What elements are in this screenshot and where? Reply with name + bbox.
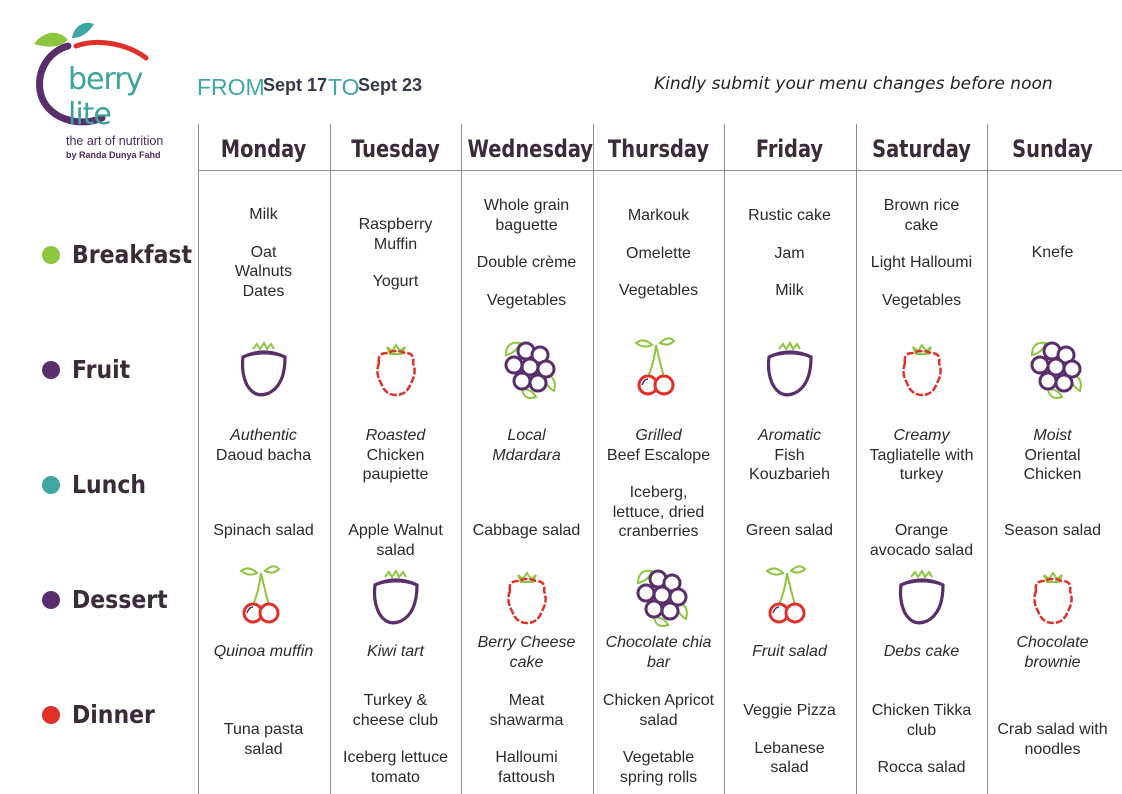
day-header-thursday: Thursday [607,135,710,163]
header-divider [198,170,1122,171]
menu-item: Knefe [1031,244,1074,261]
cherry-icon [229,561,299,631]
dessert-cell-tuesday [330,642,461,662]
menu-item: Crab salad with noodles [997,721,1108,758]
dinner-cell-sunday [987,720,1118,759]
breakfast-cell-sunday [987,243,1118,263]
menu-item: Iceberg lettuce tomato [343,749,448,786]
lunch-cell-monday [198,426,329,465]
lunch-dish-adjective: Roasted [365,427,426,444]
menu-item: Whole grain baguette [483,197,570,234]
dinner-cell-tuesday [330,691,461,787]
cherry-icon [755,561,825,631]
lunch-dish-name: Daoud bacha [215,446,312,464]
lunch-side-thursday [593,483,724,542]
breakfast-dot [42,246,60,264]
fig-icon [755,333,825,403]
lunch-dish-adjective: Local Mdardara [492,427,561,464]
menu-item: Meat shawarma [489,692,564,729]
menu-item: Halloumi fattoush [495,749,558,786]
lunch-dish-adjective: Grilled [635,427,682,444]
lunch-cell-tuesday [330,426,461,485]
day-header-friday: Friday [755,135,824,163]
fruit-dot [42,361,60,379]
lunch-cell-saturday [856,426,987,485]
menu-item: Berry Cheese cake [477,634,576,671]
dinner-cell-monday [198,720,329,759]
raspberry-icon [492,561,562,631]
meal-label-dinner: Dinner [42,700,166,729]
dessert-cell-wednesday [461,633,592,672]
lunch-dish-name: Oriental Chicken [1023,446,1082,483]
menu-item: Light Halloumi [870,254,973,271]
dinner-cell-friday [724,701,855,778]
menu-item: Spinach salad [213,522,314,539]
menu-item: Omelette [626,244,691,262]
lunch-cell-sunday [987,426,1118,485]
meal-label-lunch: Lunch [42,470,156,499]
fig-icon [361,561,431,631]
menu-item: Tuna pasta salad [223,721,304,758]
lunch-main-dish [330,426,461,485]
lunch-main-dish [856,426,987,485]
menu-item: Chicken Apricot salad [602,692,715,729]
to-date: Sept 23 [358,75,423,95]
menu-item: Veggie Pizza [743,702,836,719]
breakfast-cell-friday [724,206,855,301]
breakfast-cell-thursday [593,206,724,301]
blueberry-icon [1018,333,1088,403]
lunch-main-dish [987,426,1118,485]
menu-item: Fruit salad [752,643,827,660]
lunch-side-friday [724,521,855,541]
lunch-cell-friday [724,426,855,485]
dessert-cell-thursday [593,633,724,672]
breakfast-cell-saturday [856,196,987,310]
menu-item: Lebanese salad [754,739,825,776]
menu-item: Markouk [627,207,690,224]
menu-item: Rustic cake [748,207,831,224]
brand-name: berry lite [68,62,143,132]
brand-logo [28,18,178,168]
lunch-main-dish [724,426,855,485]
menu-item: Raspberry Muffin [358,216,433,253]
lunch-main-dish [593,426,724,465]
lunch-cell-wednesday [461,426,592,465]
lunch-dish-name: Tagliatelle with turkey [869,446,974,483]
fig-icon [887,561,957,631]
to-label: TO [328,74,360,100]
breakfast-cell-tuesday [330,215,461,292]
cherry-icon [624,333,694,403]
lunch-side-wednesday [461,521,592,541]
menu-item: Orange avocado salad [869,522,974,559]
menu-item: Turkey & cheese club [352,692,439,729]
menu-item: Chocolate brownie [1016,634,1089,671]
menu-item: Milk [775,282,804,299]
dessert-cell-saturday [856,642,987,662]
dinner-cell-wednesday [461,691,592,787]
menu-item: Apple Walnut salad [348,522,443,559]
menu-item: Green salad [745,522,834,539]
menu-item: Chocolate chia bar [605,634,712,671]
lunch-side-sunday [987,521,1118,541]
dinner-dot [42,706,60,724]
menu-item: Vegetables [881,291,962,309]
menu-item: Quinoa muffin [213,643,314,660]
meal-label-breakfast: Breakfast [42,240,208,269]
blueberry-icon [492,333,562,403]
menu-item: Debs cake [883,643,960,660]
day-header-saturday: Saturday [872,135,971,163]
from-label: FROM [197,74,265,100]
menu-item: Cabbage salad [472,522,581,539]
brand-tagline: the art of nutrition [66,134,164,148]
menu-item: Jam [774,244,805,262]
lunch-side-tuesday [330,521,461,560]
dessert-cell-sunday [987,633,1118,672]
menu-item: Double crème [476,254,577,271]
menu-item: Chicken Tikka club [871,702,972,739]
menu-item: Milk [249,206,278,223]
menu-item: Iceberg, lettuce, dried cranberries [612,484,705,540]
lunch-dish-adjective: Aromatic [757,427,822,444]
menu-item: Vegetables [486,291,567,309]
menu-item: Vegetable spring rolls [619,749,698,786]
dinner-cell-saturday [856,701,987,778]
dessert-dot [42,591,60,609]
menu-item: Vegetables [618,282,699,299]
lunch-side-saturday [856,521,987,560]
blueberry-icon [624,561,694,631]
lunch-dish-adjective: Moist [1033,427,1072,444]
day-header-tuesday: Tuesday [351,135,440,163]
lunch-dish-name: Chicken paupiette [362,446,429,483]
day-header-monday: Monday [220,135,307,163]
menu-item: Kiwi tart [367,643,424,660]
meal-label-dessert: Dessert [42,585,181,614]
menu-item: Brown rice cake [883,197,960,234]
meal-label-fruit: Fruit [42,355,138,384]
submission-note: Kindly submit your menu changes before noon [654,74,1053,94]
lunch-dish-adjective: Creamy [893,427,950,444]
lunch-main-dish [461,426,592,465]
from-date: Sept 17 [263,75,328,95]
lunch-side-monday [198,521,329,541]
menu-item: Rocca salad [877,759,966,776]
day-header-wednesday: Wednesday [467,135,593,163]
raspberry-icon [887,333,957,403]
menu-item: Oat Walnuts Dates [234,243,293,300]
lunch-dish-name: Fish Kouzbarieh [749,446,830,483]
dinner-cell-thursday [593,691,724,787]
lunch-cell-thursday [593,426,724,465]
dessert-cell-monday [198,642,329,662]
day-header-sunday: Sunday [1012,135,1093,163]
raspberry-icon [361,333,431,403]
lunch-dish-adjective: Authentic [230,427,297,444]
raspberry-icon [1018,561,1088,631]
breakfast-cell-monday [198,205,329,301]
brand-byline: by Randa Dunya Fahd [66,150,161,160]
lunch-dish-name: Beef Escalope [606,446,711,464]
lunch-main-dish [198,426,329,465]
menu-item: Season salad [1004,522,1101,539]
menu-item: Yogurt [372,273,419,290]
dessert-cell-friday [724,642,855,662]
breakfast-cell-wednesday [461,196,592,310]
fig-icon [229,333,299,403]
lunch-dot [42,476,60,494]
